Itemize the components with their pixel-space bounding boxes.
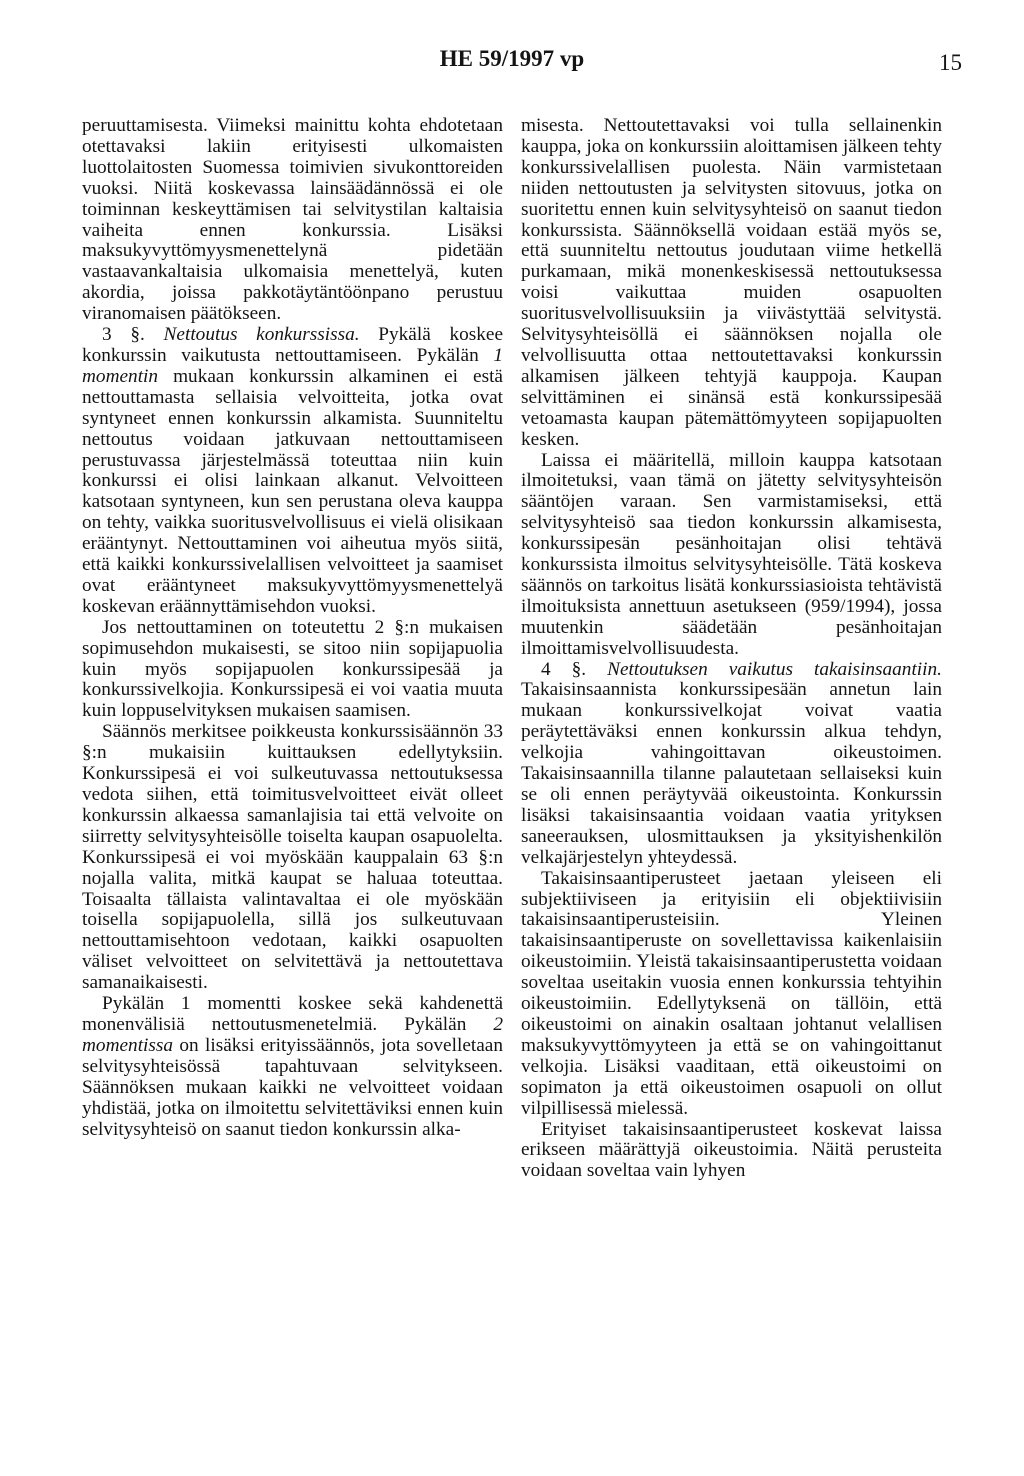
section-number: 3 §. (102, 324, 145, 346)
paragraph-text: Takaisinsaannista konkurssipesään annetun lain mukaan konkurssivelkojat voivat vaatia peräytettäväksi ennen konkurssin alkua tehdyn, velkojia vahingoittavan oikeustoimen. Takaisinsaannilla tilanne palautetaan sellaiseksi kuin se oli ennen peräytyvää oikeustointa. Konkurssin lisäksi takaisinsaantia voidaan vaatia yrityksen saneerauksen, ulosmittauksen ja yksityishenkilön velkajärjestelyn yhteydessä. (521, 679, 942, 868)
paragraph-text: mukaan konkurssin alkaminen ei estä nettouttamasta sellaisia velvoitteita, jotka ovat syntyneet ennen konkurssin alkamista. Suunniteltu nettoutus voidaan jatkuvaan nettouttamiseen perustuvassa järjestelmässä toteuttaa niin kuin konkurssi ei olisi lainkaan alkanut. Velvoitteen katsotaan syntyneen, kun sen perustana oleva kauppa on tehty, vaikka suoritusvelvollisuus ei vielä olisikaan erääntynyt. Nettouttaminen voi aiheutua myös siitä, että kaikki konkurssivelallisen velvoitteet ja saamiset ovat erääntyneet maksukyvyttömyysmenettelyä koskevan eräännyttämisehdon vuoksi. (82, 365, 503, 617)
paragraph (82, 994, 503, 1140)
paragraph-text: Pykälän 1 momentti koskee sekä kahdenettä monenvälisiä nettoutusmenetelmiä. Pykälän (82, 993, 503, 1035)
section-title: Nettoutuksen vaikutus takaisinsaantiin. (607, 658, 942, 680)
left-column (82, 116, 503, 1140)
paragraph: Jos nettouttaminen on toteutettu 2 §:n mukaisen sopimusehdon mukaisesti, se sitoo niin sopijapuolia kuin myös sopijapuolen konkurssipesää ja konkurssivelkojia. Konkurssipesä ei voi vaatia muuta kuin loppuselvityksen mukaisen saamisen. (82, 616, 503, 722)
section-title: Nettoutus konkurssissa. (163, 324, 360, 346)
section-3-paragraph (82, 325, 503, 618)
paragraph-text: Pykälä koskee konkurssin vaikutusta nettouttamiseen. Pykälän (82, 324, 504, 366)
paragraph: Säännös merkitsee poikkeusta konkurssisäännön 33 §:n mukaisiin kuittauksen edellytyksiin. Konkurssipesä ei voi sulkeutuvassa nettoutuksessa vedota siihen, että toimitusvelvoitteet eivät olleet konkurssin alkaessa samanlajisia tai että velvoite on siirretty selvitysyhteisölle toiselta kaupan osapuolelta. Konkurssipesä ei voi myöskään kauppalain 63 §:n nojalla valita, mitkä kaupat se haluaa toteuttaa. Toisaalta tällaista valintavaltaa ei ole myöskään toisella sopijapuolella, sillä jos sulkeutuvaan nettouttamisehtoon vedotaan, kaikki osapuolten väliset velvoitteet on selvitettävä ja nettoutettava samanaikaisesti. (82, 721, 503, 994)
right-column (521, 116, 942, 1182)
paragraph: peruuttamisesta. Viimeksi mainittu kohta ehdotetaan otettavaksi lakiin erityisesti ulkomaisten luottolaitosten Suomessa toimivien sivukonttoreiden vuoksi. Niitä koskevassa lainsäädännössä ei ole toiminnan keskeyttämisen tai selvitystilan kaltaisia vaiheita ennen konkurssia. Lisäksi maksukyvyttömyysmenettelynä pidetään vastaavankaltaisia ulkomaisia menettelyä, kuten akordia, joissa pakkotäytäntöönpano perustuu viranomaisen päätökseen. (82, 115, 503, 325)
paragraph: Takaisinsaantiperusteet jaetaan yleiseen eli subjektiiviseen ja erityisiin eli objektiivisiin takaisinsaantiperusteisiin. Yleinen takaisinsaantiperuste on sovellettavissa kaikenlaisiin oikeustoimiin. Yleistä takaisinsaantiperustetta voidaan soveltaa useitakin vuosia ennen konkurssia tehtyihin oikeustoimiin. Edellytyksenä on tällöin, että oikeustoimi on ainakin osaltaan johtanut velallisen maksukyvyttömyyteen ja että se on vahingoittanut velkojia. Lisäksi vaaditaan, että oikeustoimi on sopimaton ja että oikeustoimen osapuoli on ollut vilpillisessä mielessä. (521, 867, 942, 1119)
paragraph-text: on lisäksi erityissäännös, jota sovelletaan selvitysyhteisössä tapahtuvaan selvitykseen. Säännöksen mukaan kaikki ne velvoitteet voidaan yhdistää, jotka on ilmoitettu selvitettäviksi ennen kuin selvitysyhteisö on saanut tiedon konkurssin alka- (82, 1034, 503, 1140)
italic-term: 2 momentissa (82, 1013, 503, 1056)
paragraph: misesta. Nettoutettavaksi voi tulla sellainenkin kauppa, joka on konkurssiin aloittamisen jälkeen tehty konkurssivelallisen puolesta. Näin varmistetaan niiden nettoutusten ja selvitysten sitovuus, jotka on suoritettu ennen kuin selvitysyhteisö on saanut tiedon konkurssista. Säännöksellä voidaan estää myös se, että suunniteltu nettoutus joudutaan viime hetkellä purkamaan, mikä monenkeskisessä nettoutuksessa voisi vaikuttaa muiden osapuolten suoritusvelvollisuuksiin ja viivästyttää selvitystä. Selvitysyhteisöllä ei säännöksen nojalla ole velvollisuutta ottaa nettoutettavaksi konkurssin alkamisen jälkeen tehtyjä kauppoja. Kaupan selvittäminen ei sinänsä estä konkurssipesää vetoamasta kaupan pätemättömyyteen sopijapuolten kesken. (521, 115, 942, 450)
page-number: 15 (939, 50, 962, 75)
paragraph: Erityiset takaisinsaantiperusteet koskevat laissa erikseen määrättyjä oikeustoimia. Näitä perusteita voidaan soveltaa vain lyhyen (521, 1118, 942, 1182)
section-number: 4 §. (541, 658, 587, 680)
page-header (0, 46, 1024, 86)
italic-term: 1 momentin (82, 344, 503, 387)
paragraph: Laissa ei määritellä, milloin kauppa katsotaan ilmoitetuksi, vaan tämä on jätetty selvitysyhteisön sääntöjen varaan. Sen varmistamiseksi, että selvitysyhteisö saa tiedon konkurssin alkamisesta, konkurssipesän pesänhoitajan olisi tehtävä konkurssista ilmoitus selvitysyhteisölle. Tätä koskeva säännös on tarkoitus lisätä konkurssiasioista tehtävistä ilmoituksista annettuun asetukseen (959/1994), jossa muutenkin säädetään pesänhoitajan ilmoittamisvelvollisuudesta. (521, 449, 942, 659)
document-id: HE 59/1997 vp (439, 46, 585, 71)
section-4-paragraph (521, 660, 942, 869)
